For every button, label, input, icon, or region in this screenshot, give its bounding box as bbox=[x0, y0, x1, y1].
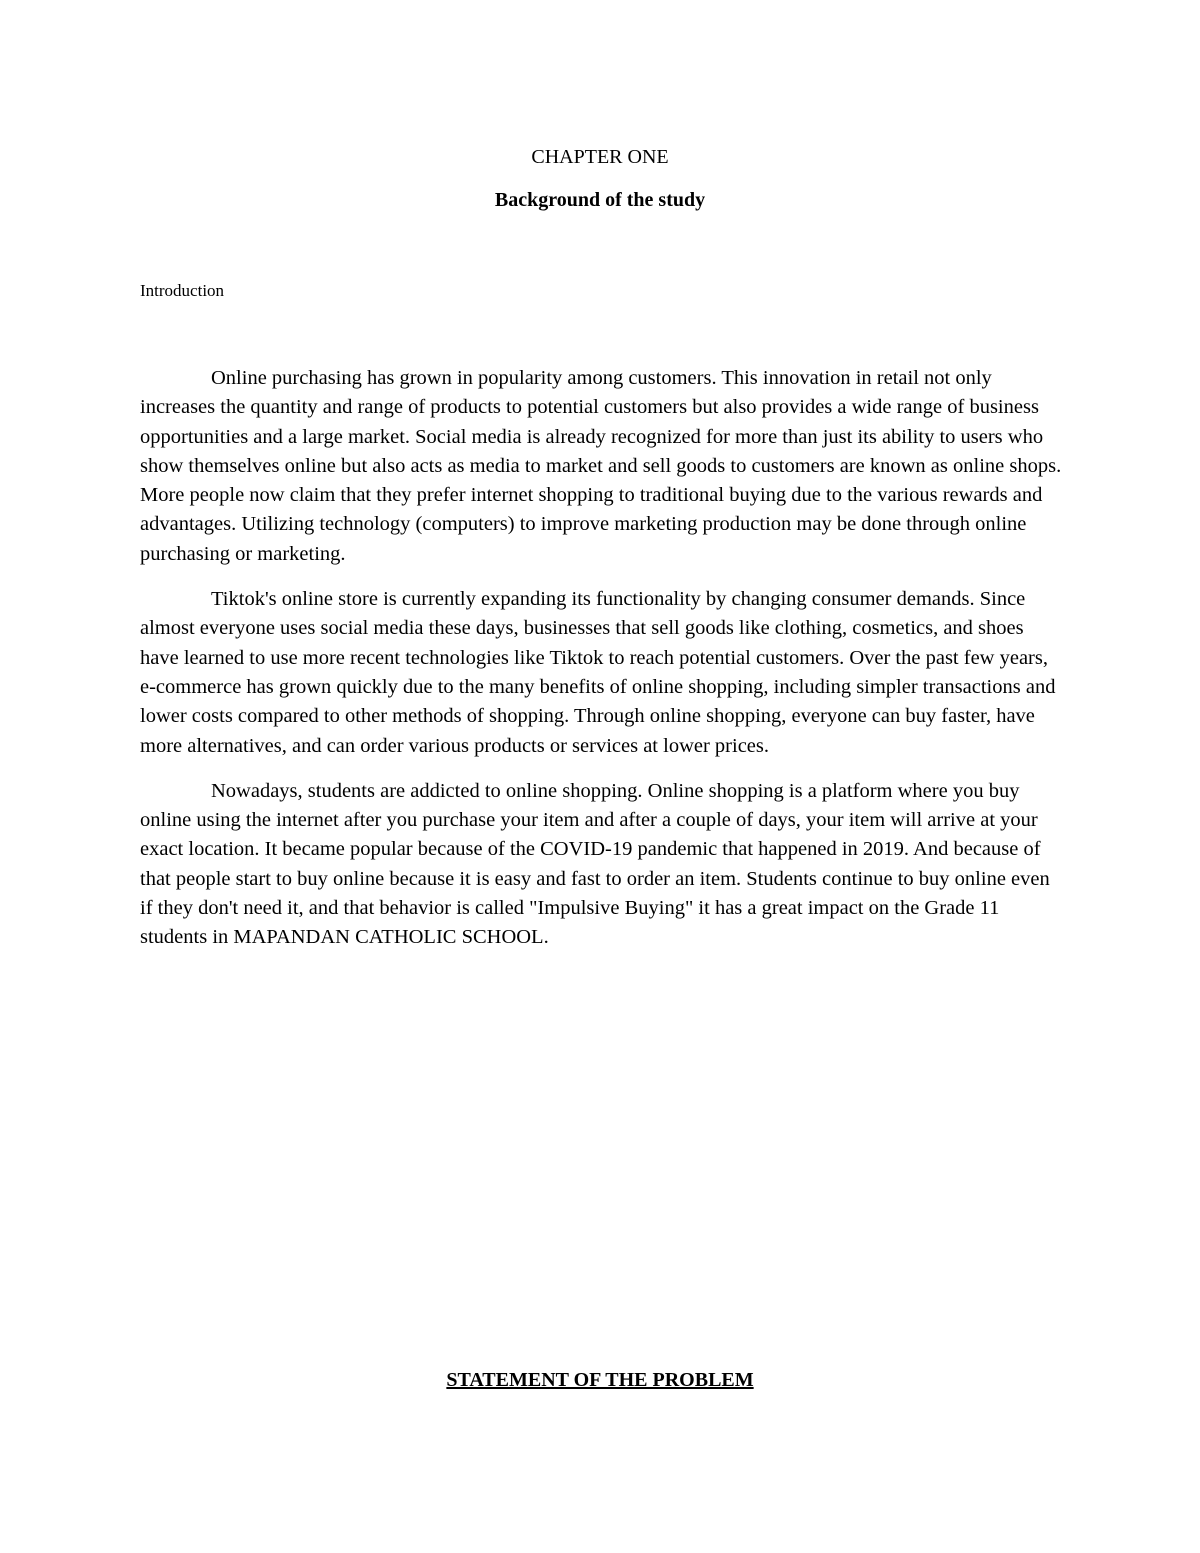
statement-of-problem-heading: STATEMENT OF THE PROBLEM bbox=[446, 1369, 754, 1391]
paragraph: Online purchasing has grown in popularity among customers. This innovation in retail not only increases the quantity and range of products to potential customers but also provides a wide range of business opportunities and a large market. Social media is already recognized for more than just its ability to users who show themselves online but also acts as media to market and sell goods to customers are known as online shops. More people now claim that they prefer internet shopping to traditional buying due to the various rewards and advantages. Utilizing technology (computers) to improve marketing production may be done through online purchasing or marketing. bbox=[140, 367, 1062, 565]
body-text bbox=[140, 364, 1065, 969]
chapter-title: CHAPTER ONE bbox=[531, 146, 669, 168]
paragraph: Tiktok's online store is currently expanding its functionality by changing consumer demands. Since almost everyone uses social media these days, businesses that sell goods like clothing, cosmetics, and shoes have learned to use more recent technologies like Tiktok to reach potential customers. Over the past few years, e-commerce has grown quickly due to the many benefits of online shopping, including simpler transactions and lower costs compared to other methods of shopping. Through online shopping, everyone can buy faster, have more alternatives, and can order various products or services at lower prices. bbox=[140, 588, 1056, 757]
chapter-subtitle: Background of the study bbox=[494, 189, 706, 211]
paragraph: Nowadays, students are addicted to online shopping. Online shopping is a platform where you buy online using the internet after you purchase your item and after a couple of days, your item will arrive at your exact location. It became popular because of the COVID-19 pandemic that happened in 2019. And because of that people start to buy online because it is easy and fast to order an item. Students continue to buy online even if they don't need it, and that behavior is called "Impulsive Buying" it has a great impact on the Grade 11 students in MAPANDAN CATHOLIC SCHOOL. bbox=[140, 779, 1050, 949]
section-label-introduction: Introduction bbox=[140, 281, 225, 300]
